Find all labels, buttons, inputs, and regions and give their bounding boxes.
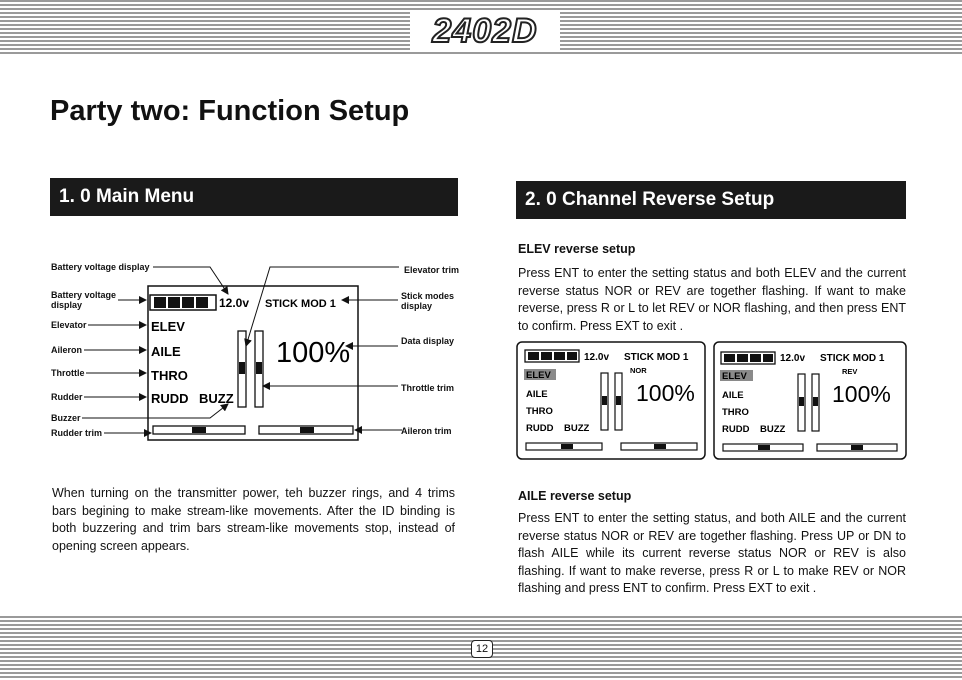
lcd-channel: THRO (526, 406, 553, 417)
elev-reverse-heading: ELEV reverse setup (518, 242, 636, 256)
label-rudder: Rudder (51, 392, 83, 402)
lcd-channel: RUDD (526, 423, 554, 434)
label-battery-voltage-display: Battery voltage display (51, 262, 150, 272)
lcd-channel: ELEV (526, 370, 551, 381)
brand-text: 2402D (432, 12, 538, 50)
lcd-channel: THRO (722, 407, 749, 418)
label-rudder-trim: Rudder trim (51, 428, 103, 438)
lcd-channel: AILE (722, 390, 744, 401)
label-aileron: Aileron (51, 345, 83, 355)
aile-reverse-heading: AILE reverse setup (518, 489, 632, 503)
lcd-elev-nor (517, 342, 705, 459)
label-throttle-trim: Throttle trim (401, 383, 454, 393)
lcd-stick-mode: STICK MOD 1 (820, 353, 885, 364)
label-elevator-trim: Elevator trim (404, 265, 460, 275)
lcd-stick-mode: STICK MOD 1 (624, 352, 689, 363)
label-buzzer: Buzzer (51, 413, 81, 423)
lcd-channel: RUDD (722, 424, 750, 435)
elev-reverse-text: Press ENT to enter the setting status and both ELEV and the current reverse status NOR or REV are together flashing. If want to make reverse, press R or L to let REV or NOR flashing, and then press ENT to confirm. Press EXT to exit . (518, 266, 906, 333)
lcd-elev-rev (714, 342, 906, 459)
lcd-buzz: BUZZ (199, 391, 234, 406)
label-stick-modes: Stick modes (401, 291, 455, 301)
lcd-channel: THRO (151, 368, 188, 383)
lcd-channel: AILE (526, 389, 548, 400)
lcd-buzz: BUZZ (760, 424, 786, 435)
label-aileron-trim: Aileron trim (401, 426, 452, 436)
label-battery-voltage: Battery voltage (51, 290, 117, 300)
lcd-percent: 100% (636, 380, 695, 406)
lcd-status: NOR (630, 366, 647, 375)
label-data-display: Data display (401, 336, 455, 346)
lcd-status: REV (842, 367, 858, 376)
main-menu-description: When turning on the transmitter power, teh buzzer rings, and 4 trims bars begining to make stream-like movements. After the ID binding is both buzzering and trim bars stream-like movements stop, instead of opening screen appears. (52, 486, 455, 553)
lcd-channel: ELEV (722, 371, 747, 382)
page-number: 12 (471, 640, 493, 658)
label-throttle: Throttle (51, 368, 85, 378)
lcd-voltage: 12.0v (780, 353, 806, 364)
lcd-stick-mode: STICK MOD 1 (265, 298, 336, 310)
lcd-percent: 100% (276, 337, 351, 369)
page-title: Party two: Function Setup (50, 95, 410, 127)
label-elevator: Elevator (51, 320, 87, 330)
lcd-voltage: 12.0v (219, 296, 250, 310)
label-battery-display: display (51, 300, 83, 310)
label-stick-modes-display: display (401, 301, 433, 311)
lcd-voltage: 12.0v (584, 352, 610, 363)
lcd-percent: 100% (832, 381, 891, 407)
lcd-channel: ELEV (151, 319, 185, 334)
aile-reverse-text: Press ENT to enter the setting status, and both AILE and the current reverse status NOR or REV are together flashing. Press UP or DN to flash AILE while its current reverse status NOR or REV is also flashing. If want to make reverse, press R or L to make REV or NOR flashing and press ENT to confirm. Press EXT to exit . (518, 511, 906, 596)
lcd-channel: RUDD (151, 391, 189, 406)
section-heading-channel-reverse: 2. 0 Channel Reverse Setup (516, 181, 906, 219)
lcd-channel: AILE (151, 344, 181, 359)
lcd-buzz: BUZZ (564, 423, 590, 434)
section-heading-main-menu: 1. 0 Main Menu (50, 178, 458, 216)
